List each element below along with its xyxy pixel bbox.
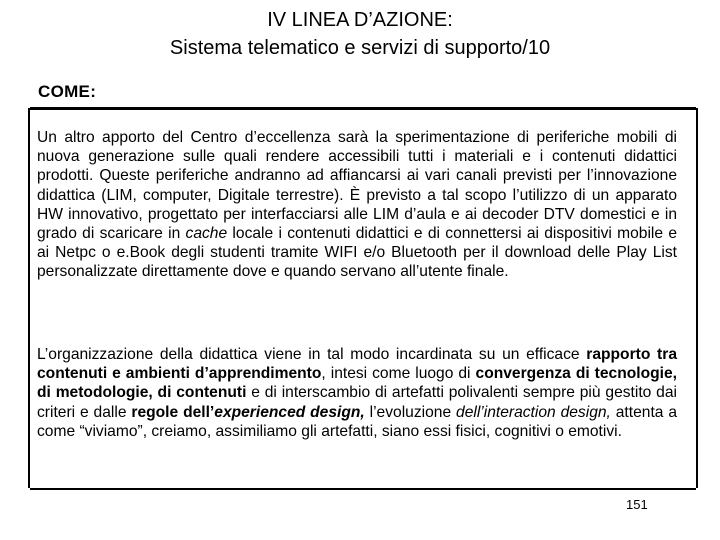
paragraph2-bold3: regole dell’ (131, 403, 215, 421)
paragraph2-text3: e di interscambio di artefatti polivalenti sempre più gestito dai criteri e dalle (37, 384, 677, 421)
frame-bottom-border (30, 488, 696, 490)
paragraph2-text1: L’organizzazione della didattica viene in tal modo incardinata su un efficace (37, 346, 587, 363)
paragraph2-text4: l’evoluzione (364, 403, 457, 421)
slide-title (0, 6, 720, 62)
paragraph-mobile-devices (37, 128, 677, 282)
paragraph2-text5: attenta a come “viviamo”, creiamo, assimiliamo gli artefatti, siano essi fisici, cognitivi o emotivi. (37, 403, 677, 440)
paragraph2-italic1: dell’interaction design, (456, 403, 611, 421)
paragraph2-bold2: convergenza di tecnologie, di metodologie, di contenuti (37, 365, 677, 402)
paragraph1-part1: Un altro apporto del Centro d’eccellenza sarà la sperimentazione di periferiche mobili di nuova generazione sulle quali rendere accessibili tutti i materiali e i contenuti didattici prodotti. Queste periferiche andranno ad affiancarsi ai vari canali previsti per l’innovazione didattica (LIM, computer, Digitale terrestre). È previsto a tal scopo l’utilizzo di un apparato HW innovativo, progettato per interfacciarsi alle LIM d’aula e ai decoder DTV domestici e in grado di scaricare in (37, 129, 677, 243)
paragraph2-text2: , intesi come luogo di (321, 365, 476, 383)
slide-title-line2: Sistema telematico e servizi di supporto/10 (169, 37, 551, 59)
paragraph1-part2: locale i contenuti didattici e di connettersi ai dispositivi mobile e ai Netpc o e.Book degli studenti tramite WIFI e/o Bluetooth per il download delle Play List personalizzate direttamente dove e quando servano all’utente finale. (37, 225, 677, 281)
section-label: COME: (38, 82, 97, 101)
paragraph2-bold1: rapporto tra contenuti e ambienti d’apprendimento (37, 346, 677, 383)
paragraph2-bold-italic: experienced design, (214, 403, 365, 421)
slide-title-line1: IV LINEA D’AZIONE: (267, 9, 453, 31)
paragraph-didactics-organization (37, 345, 677, 441)
cache-term: cache (185, 225, 228, 243)
page-number: 151 (626, 497, 648, 512)
